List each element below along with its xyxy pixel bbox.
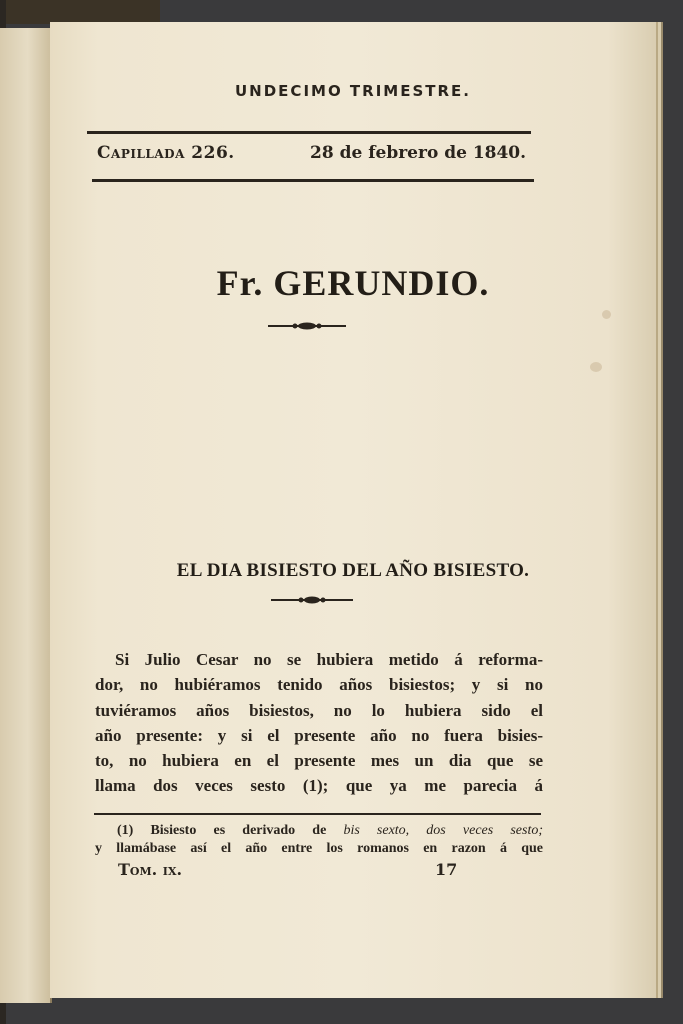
left-page-edge: [0, 28, 52, 1003]
book-page: [50, 22, 656, 998]
article-line: Si Julio Cesar no se hubiera metido á reforma-: [115, 650, 543, 669]
article-title: EL DIA BISIESTO DEL AÑO BISIESTO.: [176, 560, 530, 581]
issue-date: 28 de febrero de 1840.: [310, 143, 527, 163]
article-line: llama dos veces sesto (1); que ya me parecia á: [95, 776, 543, 796]
article-line: dor, no hubiéramos tenido años bisiestos; y si no: [95, 675, 543, 695]
series-header: UNDECIMO TRIMESTRE.: [235, 82, 471, 100]
article-line: tuviéramos años bisiestos, no lo hubiera sido el: [95, 700, 543, 720]
header-rule-top: [87, 131, 531, 134]
paper-stain: [590, 362, 602, 372]
paper-stain: [602, 310, 611, 319]
footnote-italic: bis sexto, dos veces sesto;: [343, 823, 543, 838]
article-line: año presente: y si el presente año no fuera bisies-: [95, 725, 543, 745]
article-body: [95, 647, 543, 799]
footnote-line: y llamábase así el año entre los romanos en razon á que: [95, 841, 543, 856]
masthead-title: Fr. GERUNDIO.: [216, 263, 490, 303]
book-top-edge: [0, 0, 160, 24]
footnote: [95, 822, 543, 858]
ornament-divider-icon: [268, 321, 346, 331]
header-rule-bottom: [92, 179, 534, 182]
article-line: to, no hubiera en el presente mes un dia que se: [95, 751, 543, 771]
volume-signature: Tom. ix.: [118, 860, 183, 879]
footnote-text: (1) Bisiesto es derivado de: [117, 823, 344, 838]
footnote-rule: [94, 813, 541, 815]
issue-number: Capillada 226.: [97, 143, 235, 163]
page-number: 17: [435, 860, 458, 879]
footnote-line: [95, 822, 543, 840]
ornament-divider-icon: [271, 595, 353, 605]
